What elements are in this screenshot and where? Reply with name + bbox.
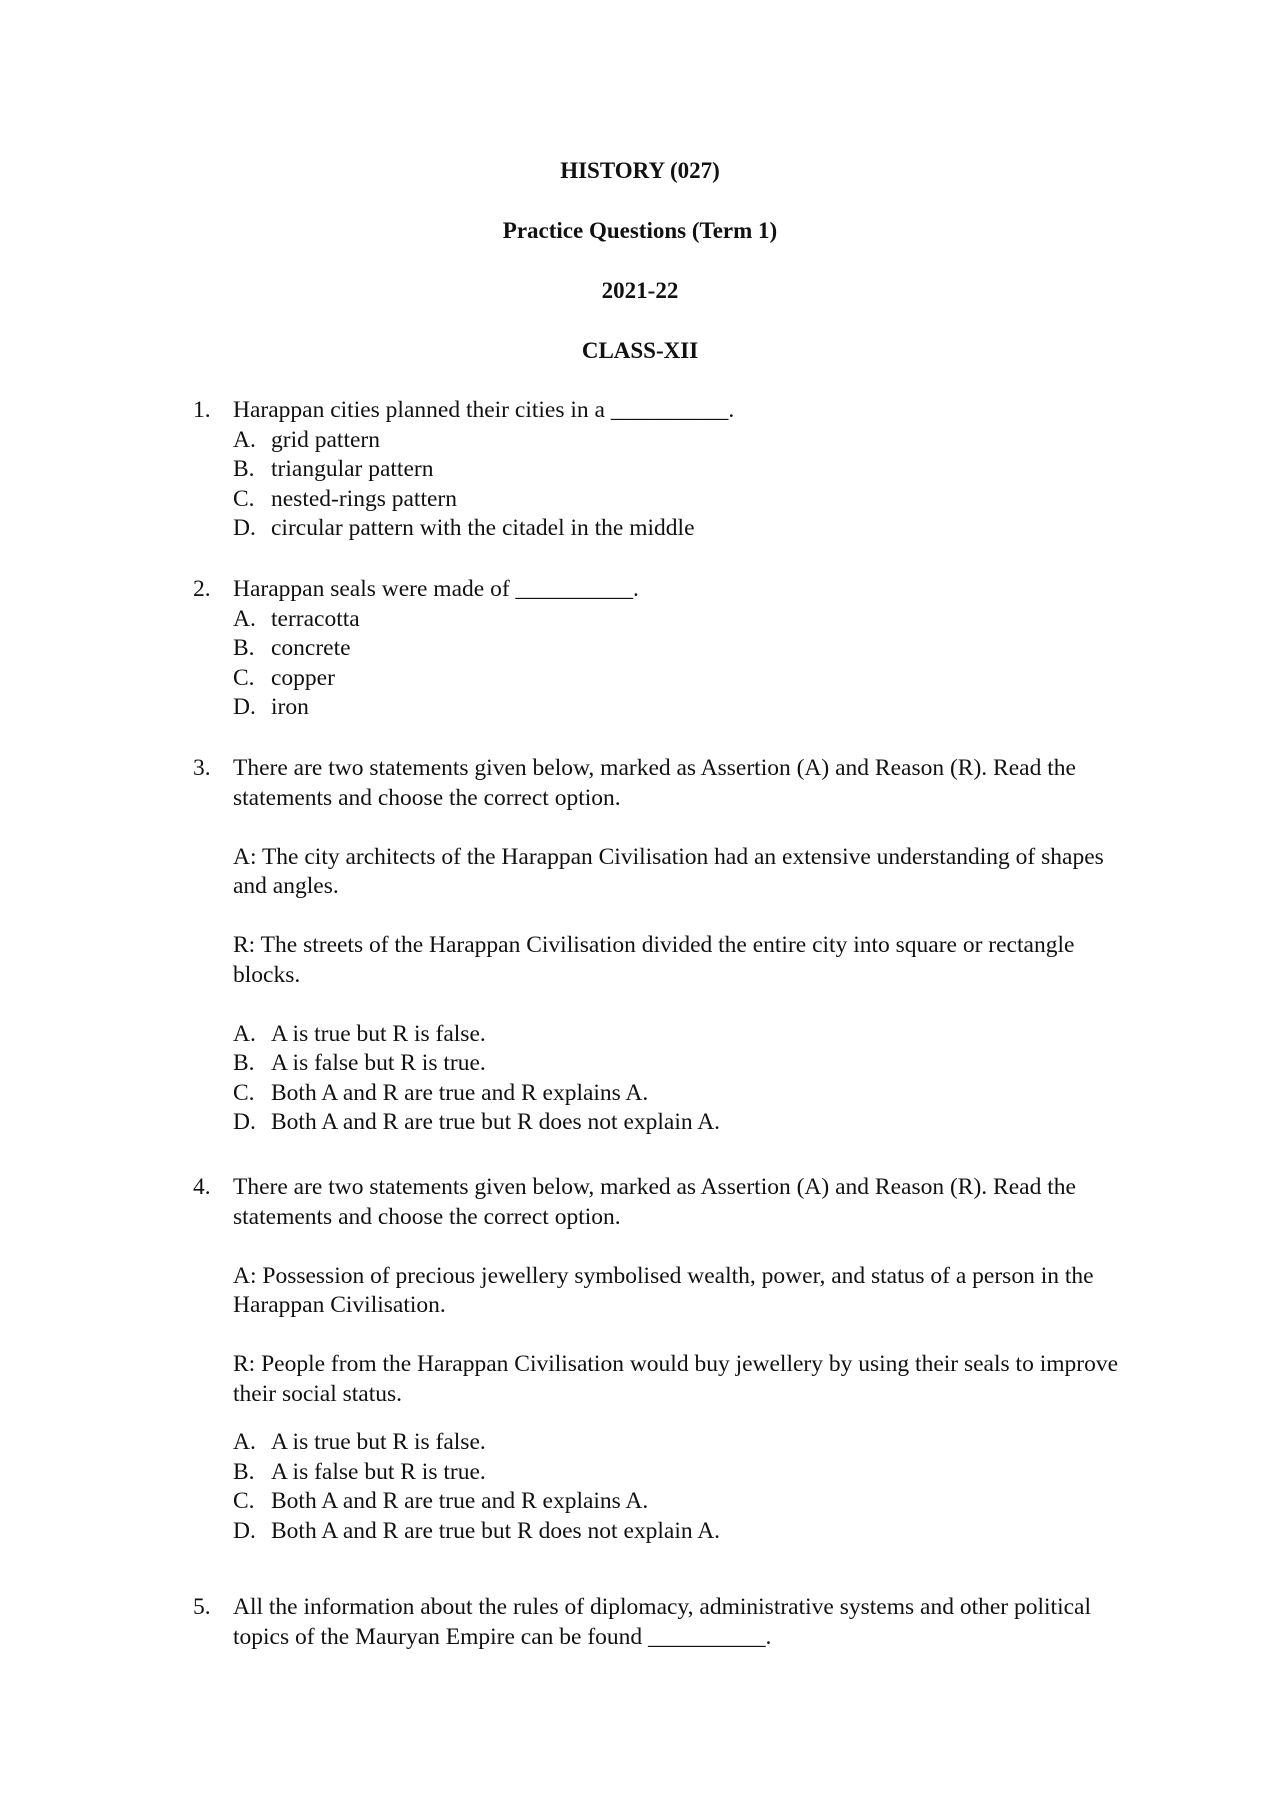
question-number: 5. (193, 1594, 211, 1620)
option-c (233, 1079, 1133, 1109)
option-letter: B. (233, 1458, 255, 1485)
document-title: Practice Questions (Term 1) (502, 218, 778, 243)
class-heading: CLASS-XII (581, 338, 699, 363)
question-number: 3. (193, 755, 211, 781)
option-letter: B. (233, 1050, 255, 1076)
option-text: grid pattern (271, 426, 380, 453)
option-d (233, 1108, 1133, 1138)
option-list (233, 1428, 1133, 1546)
option-letter: C. (233, 1488, 255, 1514)
option-b (233, 1458, 1133, 1488)
question-number: 2. (193, 576, 211, 602)
option-letter: D. (233, 694, 256, 720)
reason-statement: R: People from the Harappan Civilisation would buy jewellery by using their seals to improve their social status. (233, 1351, 1119, 1407)
option-text: concrete (271, 635, 351, 661)
assertion-statement: A: The city architects of the Harappan Civilisation had an extensive understanding of shapes and angles. (233, 843, 1104, 899)
question-stem: There are two statements given below, marked as Assertion (A) and Reason (R). Read the statements and choose the correct option. (233, 755, 1076, 811)
option-text: Both A and R are true and R explains A. (271, 1079, 649, 1106)
option-a (233, 605, 1133, 635)
question-stem: All the information about the rules of diplomacy, administrative systems and other political topics of the Mauryan Empire can be found __________. (233, 1594, 1091, 1650)
option-letter: B. (233, 635, 255, 661)
question-stem: Harappan cities planned their cities in a __________. (233, 397, 735, 423)
option-text: Both A and R are true but R does not explain A. (271, 1109, 721, 1135)
option-text: A is true but R is false. (271, 1429, 486, 1455)
subject-heading: HISTORY (027) (560, 158, 720, 183)
question-number: 4. (193, 1174, 211, 1200)
option-letter: C. (233, 485, 255, 512)
option-list (233, 426, 1133, 544)
option-d (233, 693, 1133, 723)
option-list (233, 605, 1133, 723)
option-letter: D. (233, 1517, 256, 1544)
option-text: triangular pattern (271, 456, 434, 482)
option-text: A is true but R is false. (271, 1020, 486, 1047)
option-text: circular pattern with the citadel in the middle (271, 515, 695, 541)
option-d (233, 1517, 1133, 1547)
academic-year: 2021-22 (601, 278, 679, 303)
option-a (233, 1428, 1133, 1458)
option-b (233, 1049, 1133, 1079)
question-4 (193, 1173, 1133, 1546)
option-a (233, 426, 1133, 456)
option-d (233, 514, 1133, 544)
option-text: Both A and R are true and R explains A. (271, 1488, 649, 1514)
reason-statement: R: The streets of the Harappan Civilisation divided the entire city into square or rectangle blocks. (233, 932, 1075, 988)
option-letter: A. (233, 1020, 256, 1047)
option-letter: A. (233, 1429, 256, 1455)
option-b (233, 634, 1133, 664)
option-a (233, 1020, 1133, 1050)
question-2 (193, 575, 1133, 723)
option-text: A is false but R is true. (271, 1458, 486, 1485)
option-c (233, 485, 1133, 515)
option-letter: B. (233, 456, 255, 482)
option-b (233, 455, 1133, 485)
option-text: terracotta (271, 605, 360, 632)
option-text: copper (271, 664, 335, 691)
question-number: 1. (193, 397, 211, 423)
option-text: A is false but R is true. (271, 1050, 486, 1076)
option-list (233, 1020, 1133, 1138)
option-letter: D. (233, 1109, 256, 1135)
option-text: nested-rings pattern (271, 485, 457, 512)
question-1 (193, 396, 1133, 544)
assertion-statement: A: Possession of precious jewellery symbolised wealth, power, and status of a person in the Harappan Civilisation. (233, 1262, 1094, 1318)
option-letter: A. (233, 426, 256, 453)
option-c (233, 664, 1133, 694)
option-letter: C. (233, 664, 255, 691)
question-3 (193, 754, 1133, 1138)
option-text: iron (271, 694, 309, 720)
question-stem: Harappan seals were made of __________. (233, 576, 639, 602)
option-letter: D. (233, 515, 256, 541)
question-5 (193, 1593, 1133, 1652)
option-letter: A. (233, 605, 256, 632)
option-text: Both A and R are true but R does not explain A. (271, 1517, 721, 1544)
question-stem: There are two statements given below, marked as Assertion (A) and Reason (R). Read the statements and choose the correct option. (233, 1174, 1076, 1230)
option-c (233, 1487, 1133, 1517)
option-letter: C. (233, 1079, 255, 1106)
